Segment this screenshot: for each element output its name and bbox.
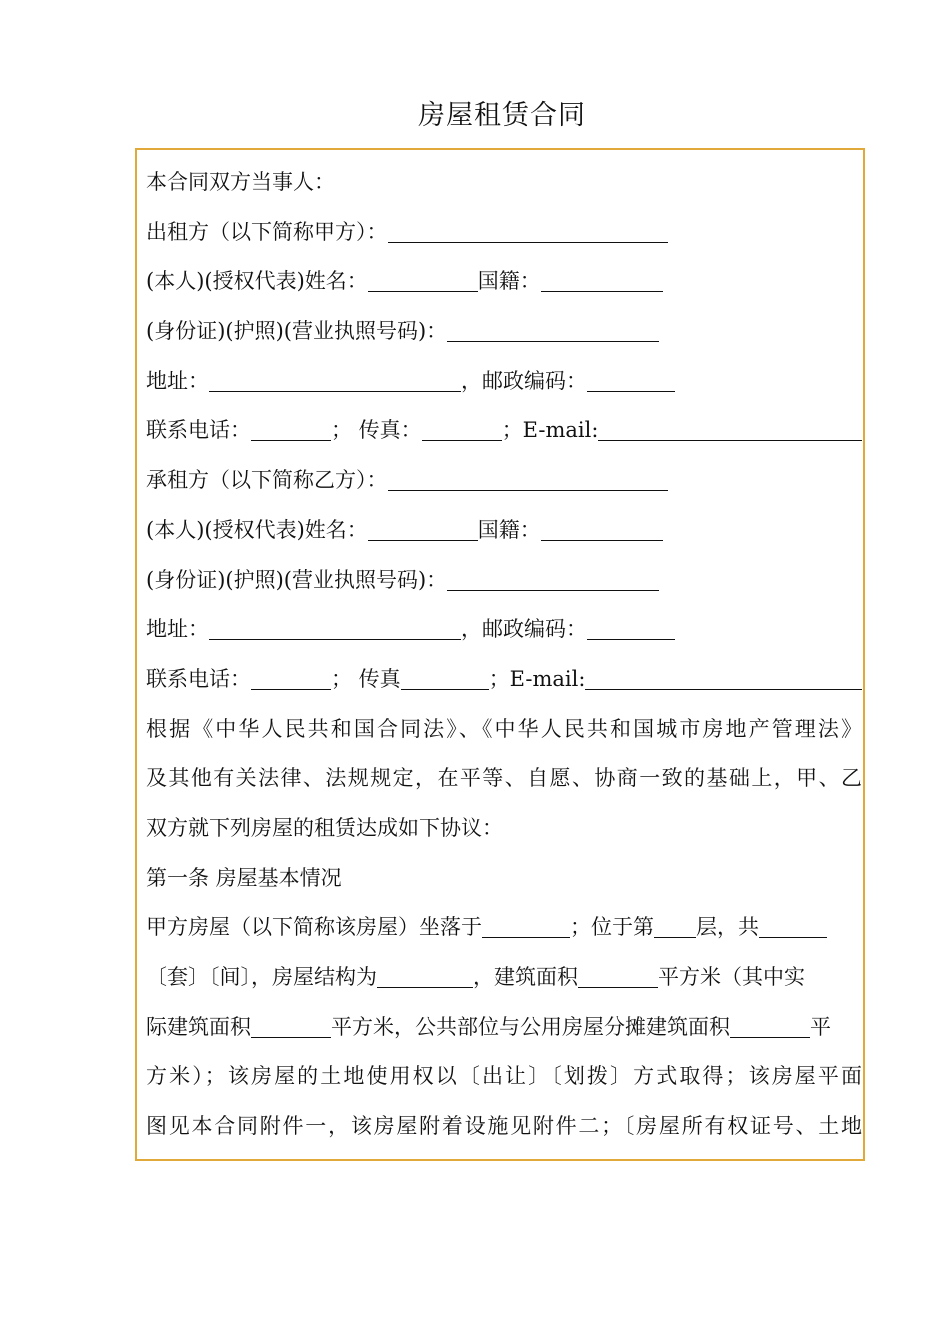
lessee-id-blank xyxy=(447,569,659,591)
article-1-line xyxy=(146,1003,862,1053)
article-1-line xyxy=(146,953,862,1003)
lessee-blank xyxy=(388,469,668,491)
structure-blank xyxy=(377,966,473,988)
lessor-email-label: ；E-mail: xyxy=(501,418,599,443)
shared-area-label: 平方米，公共部位与公用房屋分摊建筑面积 xyxy=(331,1014,730,1039)
lessor-fax-label: ； 传真： xyxy=(331,418,422,443)
parties-heading: 本合同双方当事人： xyxy=(146,170,335,194)
lessor-contact-line xyxy=(146,406,862,456)
lessee-email-blank xyxy=(585,668,862,690)
lessee-address-label: 地址： xyxy=(146,617,209,642)
lessor-name-label: (本人)(授权代表)姓名： xyxy=(146,269,368,294)
lessee-nationality-label: 国籍： xyxy=(477,517,541,542)
lessee-address-blank xyxy=(209,618,461,640)
lessor-address-line xyxy=(146,357,862,407)
article-1-line: 图见本合同附件一，该房屋附着设施见附件二；〔房屋所有权证号、土地 xyxy=(146,1114,862,1139)
lessor-postcode-label: ，邮政编码： xyxy=(461,368,587,393)
lessee-email-label: ；E-mail: xyxy=(488,666,586,691)
document-title: 房屋租赁合同 xyxy=(418,100,586,131)
floor-label: ；位于第 xyxy=(570,915,654,940)
shared-area-unit: 平 xyxy=(810,1014,831,1039)
lessee-name-blank xyxy=(368,519,478,541)
article-1-line xyxy=(146,903,862,953)
preamble-line: 根据《中华人民共和国合同法》、《中华人民共和国城市房地产管理法》 xyxy=(146,716,862,741)
lessor-nationality-blank xyxy=(541,270,663,292)
actual-area-blank xyxy=(251,1016,331,1038)
area-unit-label: 平方米（其中实 xyxy=(658,965,805,989)
lessor-blank xyxy=(388,221,668,243)
lessee-label: 承租方（以下简称乙方）： xyxy=(146,468,388,493)
lessee-nationality-blank xyxy=(541,519,663,541)
lessee-address-line xyxy=(146,605,862,655)
lessee-fax-blank xyxy=(401,668,489,690)
lessor-email-blank xyxy=(598,419,862,441)
location-blank xyxy=(482,916,570,938)
lessee-postcode-label: ，邮政编码： xyxy=(461,617,587,642)
lessor-phone-label: 联系电话： xyxy=(146,418,251,443)
lessee-id-label: (身份证)(护照)(营业执照号码)： xyxy=(146,567,448,592)
lessee-phone-blank xyxy=(251,668,331,690)
lessee-postcode-blank xyxy=(587,618,675,640)
lessee-id-line xyxy=(146,556,862,606)
preamble-line: 及其他有关法律、法规规定，在平等、自愿、协商一致的基础上，甲、乙 xyxy=(146,766,862,791)
article-1-line: 方米）；该房屋的土地使用权以〔出让〕〔划拨〕方式取得；该房屋平面 xyxy=(146,1064,862,1089)
actual-area-label: 际建筑面积 xyxy=(146,1014,251,1039)
lessor-phone-blank xyxy=(251,419,331,441)
lessee-name-line xyxy=(146,506,862,556)
lessor-label: 出租方（以下简称甲方）： xyxy=(146,219,388,244)
lessor-postcode-blank xyxy=(587,370,675,392)
lessor-nationality-label: 国籍： xyxy=(477,269,541,294)
lessee-fax-label: ； 传真 xyxy=(331,666,401,691)
lessee-contact-line xyxy=(146,655,862,705)
lessor-id-blank xyxy=(447,320,659,342)
lessee-phone-label: 联系电话： xyxy=(146,666,251,691)
lessor-id-line xyxy=(146,307,862,357)
structure-label: 〔套〕〔间〕，房屋结构为 xyxy=(146,965,377,989)
contract-body xyxy=(146,158,862,1152)
lessor-name-line xyxy=(146,257,862,307)
lessee-line xyxy=(146,456,862,506)
lessor-name-blank xyxy=(368,270,478,292)
article-1-heading: 第一条 房屋基本情况 xyxy=(146,865,342,890)
location-label: 甲方房屋（以下简称该房屋）坐落于 xyxy=(146,915,482,940)
lessor-fax-blank xyxy=(422,419,502,441)
total-label: 层，共 xyxy=(696,915,759,940)
lessor-address-blank xyxy=(209,370,461,392)
floor-blank xyxy=(654,916,696,938)
lessor-line xyxy=(146,208,862,258)
area-blank xyxy=(578,966,658,988)
shared-area-blank xyxy=(730,1016,810,1038)
lessor-address-label: 地址： xyxy=(146,368,209,393)
lessor-id-label: (身份证)(护照)(营业执照号码)： xyxy=(146,319,448,344)
total-blank xyxy=(759,916,827,938)
preamble-line: 双方就下列房屋的租赁达成如下协议： xyxy=(146,815,503,840)
lessee-name-label: (本人)(授权代表)姓名： xyxy=(146,517,368,542)
area-label: ，建筑面积 xyxy=(473,965,578,989)
